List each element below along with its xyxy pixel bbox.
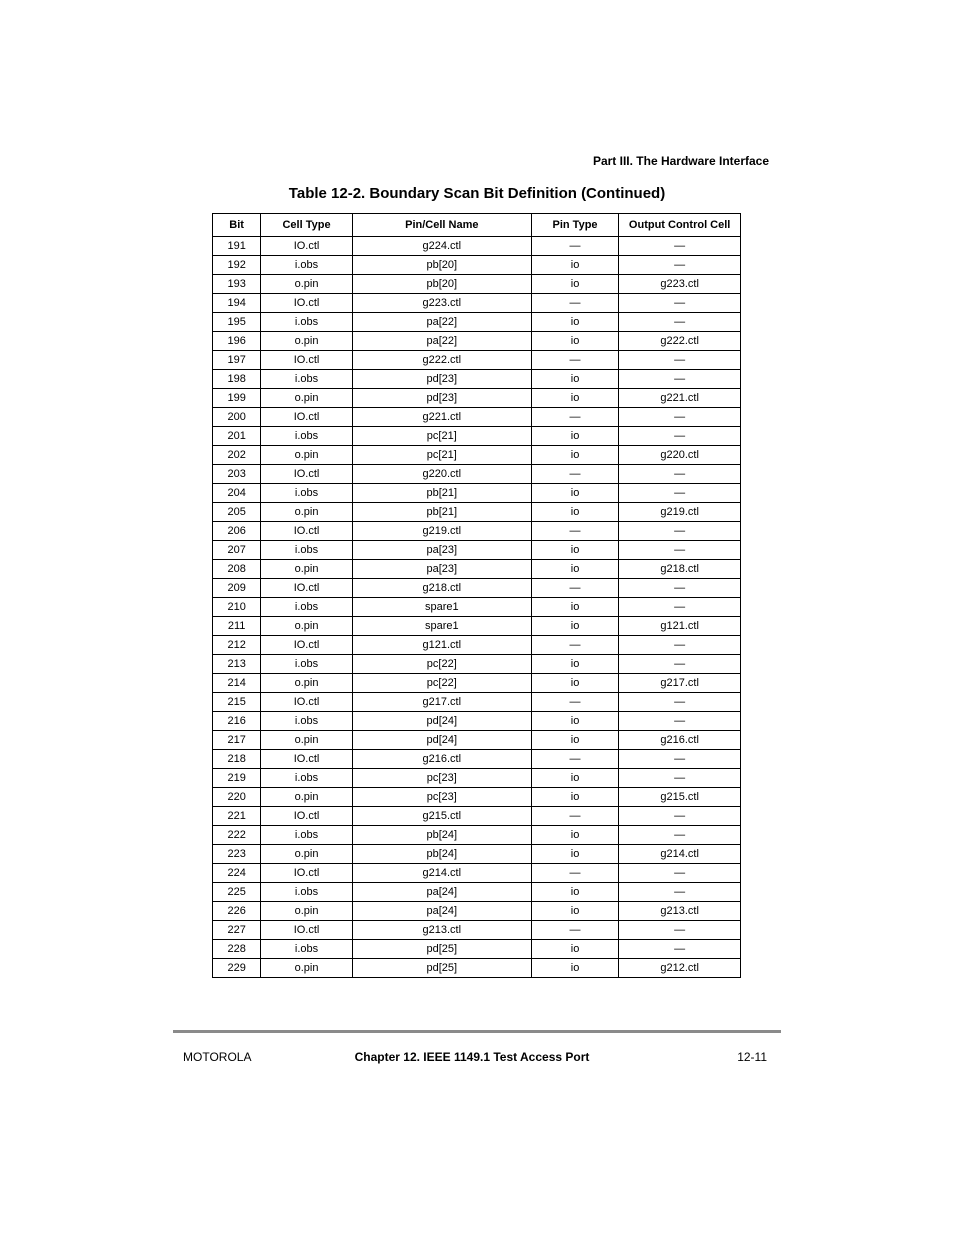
footer-page-number: 12-11 (737, 1050, 767, 1064)
cell-pin-type: — (531, 921, 618, 940)
table-row (213, 712, 741, 731)
cell-output-control: g216.ctl (619, 731, 741, 750)
table-row (213, 826, 741, 845)
cell-pin-type: — (531, 351, 618, 370)
cell-cell-type: o.pin (261, 503, 353, 522)
cell-pin-type: io (531, 712, 618, 731)
table-row (213, 617, 741, 636)
cell-output-control: — (619, 769, 741, 788)
table-row (213, 883, 741, 902)
cell-bit: 215 (213, 693, 261, 712)
cell-pin-type: io (531, 427, 618, 446)
cell-pin-type: — (531, 864, 618, 883)
cell-pin-cell-name: g223.ctl (352, 294, 531, 313)
cell-cell-type: IO.ctl (261, 693, 353, 712)
table-row (213, 807, 741, 826)
cell-pin-type: io (531, 332, 618, 351)
cell-cell-type: IO.ctl (261, 921, 353, 940)
table-row (213, 541, 741, 560)
cell-bit: 227 (213, 921, 261, 940)
cell-cell-type: i.obs (261, 484, 353, 503)
cell-pin-type: io (531, 902, 618, 921)
cell-pin-type: io (531, 541, 618, 560)
cell-output-control: g223.ctl (619, 275, 741, 294)
cell-pin-type: io (531, 883, 618, 902)
cell-cell-type: o.pin (261, 617, 353, 636)
cell-pin-type: io (531, 389, 618, 408)
table-row (213, 598, 741, 617)
cell-cell-type: i.obs (261, 370, 353, 389)
cell-bit: 203 (213, 465, 261, 484)
table-row (213, 959, 741, 978)
cell-output-control: — (619, 579, 741, 598)
column-header-cell-type: Cell Type (261, 214, 353, 237)
cell-bit: 207 (213, 541, 261, 560)
cell-cell-type: IO.ctl (261, 294, 353, 313)
cell-cell-type: i.obs (261, 313, 353, 332)
cell-pin-cell-name: pa[23] (352, 541, 531, 560)
cell-output-control: g214.ctl (619, 845, 741, 864)
cell-bit: 205 (213, 503, 261, 522)
cell-pin-cell-name: g222.ctl (352, 351, 531, 370)
cell-cell-type: i.obs (261, 940, 353, 959)
cell-pin-type: io (531, 560, 618, 579)
cell-output-control: — (619, 693, 741, 712)
cell-bit: 222 (213, 826, 261, 845)
cell-pin-type: — (531, 408, 618, 427)
cell-pin-cell-name: g220.ctl (352, 465, 531, 484)
cell-output-control: — (619, 712, 741, 731)
cell-pin-cell-name: pb[21] (352, 503, 531, 522)
cell-pin-cell-name: pb[24] (352, 826, 531, 845)
cell-pin-type: io (531, 769, 618, 788)
cell-bit: 192 (213, 256, 261, 275)
cell-cell-type: IO.ctl (261, 351, 353, 370)
column-header-pin-cell-name: Pin/Cell Name (352, 214, 531, 237)
cell-bit: 226 (213, 902, 261, 921)
table-header-row (213, 214, 741, 237)
cell-cell-type: o.pin (261, 788, 353, 807)
table-row (213, 864, 741, 883)
cell-cell-type: i.obs (261, 712, 353, 731)
cell-output-control: g220.ctl (619, 446, 741, 465)
table-row (213, 731, 741, 750)
cell-bit: 194 (213, 294, 261, 313)
cell-output-control: g121.ctl (619, 617, 741, 636)
cell-pin-cell-name: pc[23] (352, 788, 531, 807)
cell-pin-type: io (531, 731, 618, 750)
cell-bit: 219 (213, 769, 261, 788)
cell-pin-type: io (531, 940, 618, 959)
cell-pin-cell-name: g213.ctl (352, 921, 531, 940)
cell-cell-type: IO.ctl (261, 465, 353, 484)
cell-output-control: — (619, 921, 741, 940)
footer-rule (173, 1030, 781, 1033)
cell-output-control: g219.ctl (619, 503, 741, 522)
cell-output-control: g215.ctl (619, 788, 741, 807)
table-title: Table 12-2. Boundary Scan Bit Definition (Continued) (288, 185, 666, 202)
table-row (213, 370, 741, 389)
cell-pin-cell-name: pd[24] (352, 731, 531, 750)
cell-pin-cell-name: g216.ctl (352, 750, 531, 769)
cell-cell-type: o.pin (261, 560, 353, 579)
table-body (213, 237, 741, 978)
cell-pin-cell-name: g215.ctl (352, 807, 531, 826)
cell-bit: 196 (213, 332, 261, 351)
cell-output-control: g218.ctl (619, 560, 741, 579)
cell-output-control: — (619, 484, 741, 503)
cell-pin-cell-name: pa[24] (352, 902, 531, 921)
cell-bit: 221 (213, 807, 261, 826)
cell-bit: 210 (213, 598, 261, 617)
table-row (213, 237, 741, 256)
cell-cell-type: o.pin (261, 902, 353, 921)
cell-pin-type: — (531, 636, 618, 655)
column-header-bit: Bit (213, 214, 261, 237)
cell-pin-type: — (531, 294, 618, 313)
table-row (213, 693, 741, 712)
cell-pin-cell-name: pd[23] (352, 389, 531, 408)
cell-pin-cell-name: spare1 (352, 617, 531, 636)
column-header-pin-type: Pin Type (531, 214, 618, 237)
cell-bit: 209 (213, 579, 261, 598)
cell-pin-cell-name: pc[22] (352, 674, 531, 693)
table-row (213, 332, 741, 351)
cell-output-control: g213.ctl (619, 902, 741, 921)
cell-pin-cell-name: g218.ctl (352, 579, 531, 598)
cell-cell-type: i.obs (261, 427, 353, 446)
cell-pin-cell-name: pd[24] (352, 712, 531, 731)
cell-bit: 200 (213, 408, 261, 427)
cell-pin-type: — (531, 522, 618, 541)
cell-cell-type: IO.ctl (261, 408, 353, 427)
cell-output-control: — (619, 408, 741, 427)
cell-pin-type: io (531, 313, 618, 332)
cell-bit: 191 (213, 237, 261, 256)
cell-cell-type: o.pin (261, 731, 353, 750)
cell-cell-type: i.obs (261, 598, 353, 617)
cell-output-control: — (619, 940, 741, 959)
running-head: Part III. The Hardware Interface (592, 154, 769, 168)
cell-output-control: — (619, 636, 741, 655)
cell-bit: 217 (213, 731, 261, 750)
cell-output-control: — (619, 826, 741, 845)
table-row (213, 465, 741, 484)
cell-bit: 229 (213, 959, 261, 978)
table-row (213, 446, 741, 465)
table-row (213, 560, 741, 579)
cell-bit: 197 (213, 351, 261, 370)
cell-output-control: — (619, 370, 741, 389)
cell-pin-cell-name: pb[20] (352, 256, 531, 275)
cell-output-control: — (619, 427, 741, 446)
cell-pin-cell-name: pa[22] (352, 332, 531, 351)
cell-cell-type: IO.ctl (261, 636, 353, 655)
cell-pin-type: — (531, 465, 618, 484)
table-row (213, 275, 741, 294)
cell-pin-cell-name: g224.ctl (352, 237, 531, 256)
cell-output-control: — (619, 256, 741, 275)
table-row (213, 750, 741, 769)
cell-cell-type: IO.ctl (261, 864, 353, 883)
table-row (213, 313, 741, 332)
cell-pin-cell-name: pc[21] (352, 446, 531, 465)
cell-output-control: — (619, 598, 741, 617)
table-row (213, 636, 741, 655)
cell-cell-type: IO.ctl (261, 579, 353, 598)
cell-bit: 204 (213, 484, 261, 503)
cell-cell-type: IO.ctl (261, 522, 353, 541)
cell-pin-cell-name: pc[23] (352, 769, 531, 788)
cell-pin-cell-name: spare1 (352, 598, 531, 617)
cell-cell-type: IO.ctl (261, 237, 353, 256)
cell-pin-type: — (531, 807, 618, 826)
table-row (213, 921, 741, 940)
cell-pin-type: io (531, 788, 618, 807)
cell-output-control: — (619, 655, 741, 674)
cell-pin-cell-name: pc[22] (352, 655, 531, 674)
cell-cell-type: i.obs (261, 256, 353, 275)
cell-pin-cell-name: pd[25] (352, 959, 531, 978)
cell-pin-type: — (531, 579, 618, 598)
cell-cell-type: o.pin (261, 446, 353, 465)
cell-output-control: g221.ctl (619, 389, 741, 408)
table-row (213, 579, 741, 598)
cell-bit: 213 (213, 655, 261, 674)
cell-pin-type: io (531, 959, 618, 978)
table-row (213, 351, 741, 370)
cell-pin-type: io (531, 826, 618, 845)
cell-bit: 214 (213, 674, 261, 693)
cell-pin-cell-name: pb[20] (352, 275, 531, 294)
cell-output-control: — (619, 883, 741, 902)
cell-pin-cell-name: pa[23] (352, 560, 531, 579)
cell-cell-type: o.pin (261, 332, 353, 351)
cell-bit: 216 (213, 712, 261, 731)
table-row (213, 503, 741, 522)
cell-cell-type: i.obs (261, 826, 353, 845)
table-row (213, 484, 741, 503)
cell-pin-cell-name: pa[24] (352, 883, 531, 902)
table-row (213, 902, 741, 921)
cell-pin-type: io (531, 845, 618, 864)
cell-pin-type: io (531, 484, 618, 503)
table-row (213, 940, 741, 959)
cell-pin-type: io (531, 503, 618, 522)
cell-output-control: — (619, 313, 741, 332)
cell-output-control: — (619, 351, 741, 370)
cell-bit: 220 (213, 788, 261, 807)
cell-cell-type: IO.ctl (261, 750, 353, 769)
cell-pin-cell-name: g121.ctl (352, 636, 531, 655)
cell-pin-cell-name: g217.ctl (352, 693, 531, 712)
cell-pin-cell-name: pb[21] (352, 484, 531, 503)
table-row (213, 408, 741, 427)
boundary-scan-table (212, 213, 741, 978)
cell-output-control: — (619, 294, 741, 313)
cell-output-control: g217.ctl (619, 674, 741, 693)
cell-bit: 199 (213, 389, 261, 408)
cell-pin-cell-name: pb[24] (352, 845, 531, 864)
footer-chapter-title: Chapter 12. IEEE 1149.1 Test Access Port (354, 1050, 590, 1064)
cell-pin-cell-name: pc[21] (352, 427, 531, 446)
cell-output-control: — (619, 522, 741, 541)
cell-bit: 211 (213, 617, 261, 636)
cell-pin-cell-name: pd[25] (352, 940, 531, 959)
cell-bit: 223 (213, 845, 261, 864)
cell-cell-type: o.pin (261, 275, 353, 294)
cell-bit: 225 (213, 883, 261, 902)
cell-pin-cell-name: g219.ctl (352, 522, 531, 541)
cell-pin-type: io (531, 655, 618, 674)
cell-pin-cell-name: g214.ctl (352, 864, 531, 883)
cell-cell-type: o.pin (261, 959, 353, 978)
table-row (213, 769, 741, 788)
cell-output-control: — (619, 864, 741, 883)
cell-output-control: — (619, 237, 741, 256)
cell-cell-type: i.obs (261, 883, 353, 902)
cell-pin-type: io (531, 275, 618, 294)
cell-pin-type: io (531, 256, 618, 275)
cell-bit: 212 (213, 636, 261, 655)
cell-cell-type: o.pin (261, 389, 353, 408)
cell-output-control: g212.ctl (619, 959, 741, 978)
table-row (213, 427, 741, 446)
table-row (213, 845, 741, 864)
cell-pin-type: — (531, 693, 618, 712)
cell-cell-type: i.obs (261, 769, 353, 788)
cell-bit: 193 (213, 275, 261, 294)
footer-publisher: MOTOROLA (183, 1050, 252, 1064)
cell-pin-type: io (531, 446, 618, 465)
cell-bit: 208 (213, 560, 261, 579)
cell-bit: 198 (213, 370, 261, 389)
cell-bit: 206 (213, 522, 261, 541)
table-row (213, 655, 741, 674)
cell-pin-cell-name: pa[22] (352, 313, 531, 332)
cell-pin-cell-name: g221.ctl (352, 408, 531, 427)
cell-pin-cell-name: pd[23] (352, 370, 531, 389)
cell-bit: 228 (213, 940, 261, 959)
table-row (213, 256, 741, 275)
cell-output-control: — (619, 541, 741, 560)
cell-bit: 195 (213, 313, 261, 332)
cell-pin-type: io (531, 370, 618, 389)
cell-pin-type: io (531, 674, 618, 693)
table-row (213, 788, 741, 807)
cell-cell-type: i.obs (261, 655, 353, 674)
cell-bit: 224 (213, 864, 261, 883)
cell-pin-type: io (531, 598, 618, 617)
cell-cell-type: o.pin (261, 845, 353, 864)
cell-bit: 201 (213, 427, 261, 446)
table-row (213, 294, 741, 313)
table-row (213, 389, 741, 408)
cell-cell-type: o.pin (261, 674, 353, 693)
column-header-output-control-cell: Output Control Cell (619, 214, 741, 237)
cell-output-control: — (619, 807, 741, 826)
cell-output-control: — (619, 465, 741, 484)
cell-bit: 202 (213, 446, 261, 465)
cell-pin-type: — (531, 750, 618, 769)
table-row (213, 522, 741, 541)
cell-pin-type: — (531, 237, 618, 256)
cell-output-control: — (619, 750, 741, 769)
table-row (213, 674, 741, 693)
cell-cell-type: IO.ctl (261, 807, 353, 826)
cell-pin-type: io (531, 617, 618, 636)
cell-output-control: g222.ctl (619, 332, 741, 351)
cell-bit: 218 (213, 750, 261, 769)
cell-cell-type: i.obs (261, 541, 353, 560)
